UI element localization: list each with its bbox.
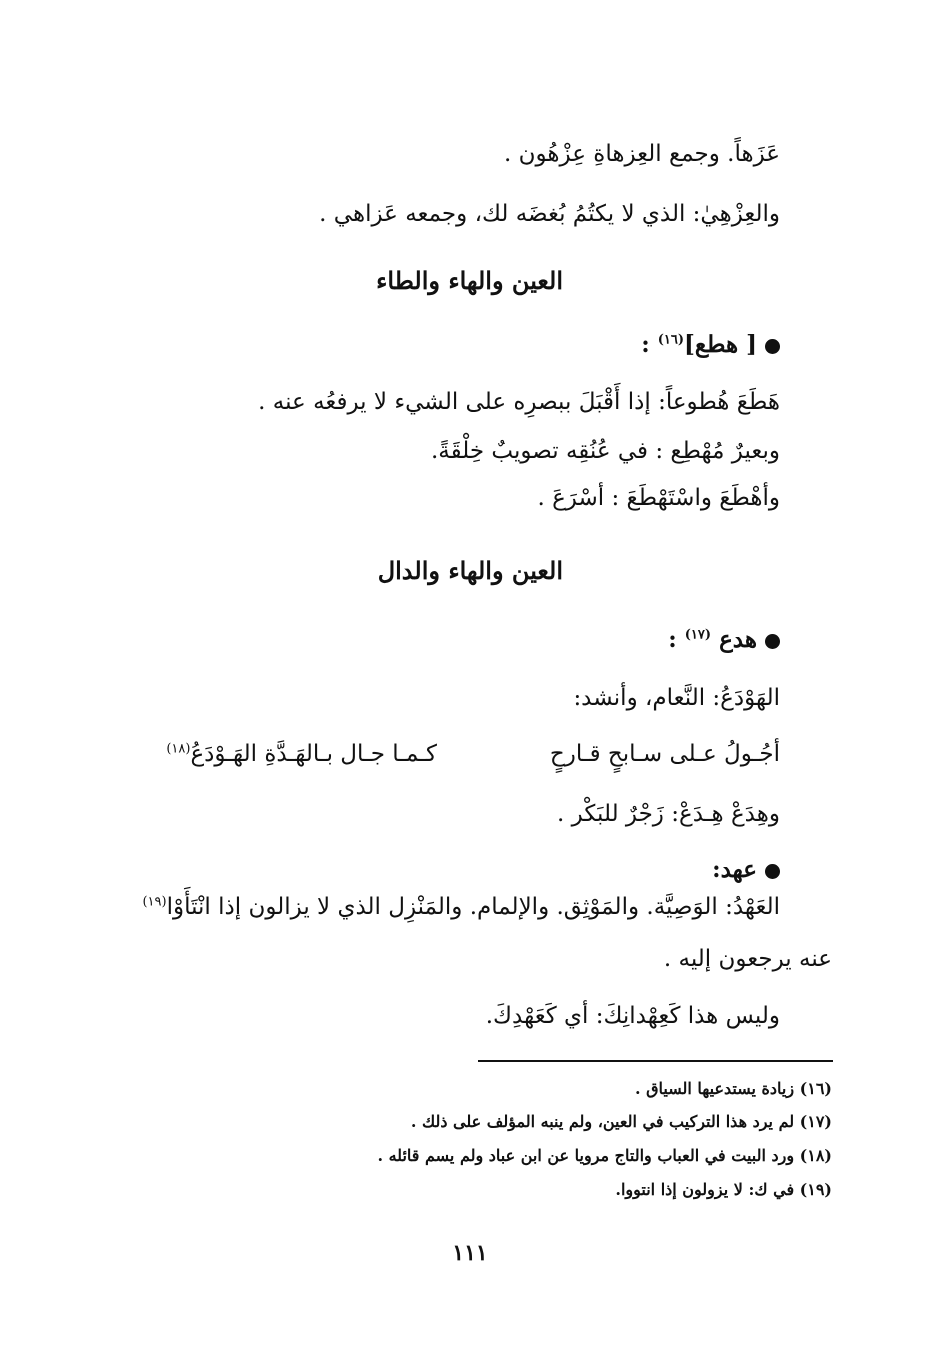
- colon: :: [668, 626, 677, 653]
- verse-first-hemistich: أجُـولُ عـلى سـابحٍ قـارحٍ: [549, 741, 780, 767]
- body-line: هَطَعَ هُطوعاً: إذا أَقْبَلَ ببصرِه على الشيء لا يرفعُه عنه .: [258, 389, 780, 415]
- body-line: وليس هذا كَعِهْدانِكَ: أي كَعَهْدِكَ.: [485, 1003, 780, 1029]
- body-line: وهِدَعْ هِـدَعْ: زَجْرٌ للبَكْر .: [557, 801, 780, 827]
- verse-second-hemistich: [166, 740, 437, 770]
- footnote-ref: (١٨): [166, 741, 191, 757]
- body-line: الهَوْدَعُ: النَّعام، وأنشد:: [573, 685, 780, 711]
- page-number: ١١١: [452, 1240, 488, 1266]
- footnote-ref: (١٩): [142, 894, 167, 910]
- body-line: والعِزْهِيٰ: الذي لا يكتُمُ بُغضَه لك، وجمعه عَزاهي .: [319, 201, 780, 227]
- body-line: عَزَهاً. وجمع العِزهاةِ عِزْهُون .: [504, 141, 780, 167]
- entry-heading: [712, 855, 780, 885]
- footnote: (١٨) ورد البيت في العباب والتاج مرويا عن ابن عباد ولم يسم قائله .: [377, 1146, 832, 1165]
- colon: :: [641, 331, 650, 358]
- verse-text: كـمـا جـال بـالهَـدَّةِ الهَـوْدَعُ: [190, 741, 437, 767]
- entry-label: [ هطع]: [683, 331, 757, 358]
- entry-label: هدع: [719, 626, 757, 653]
- bullet-icon: [765, 634, 780, 649]
- footnote-ref: (١٧): [684, 627, 712, 643]
- entry-label: عهد: [720, 856, 757, 883]
- bullet-icon: [765, 339, 780, 354]
- body-line: عنه يرجعون إليه .: [663, 946, 832, 972]
- footnote: (١٧) لم يرد هذا التركيب في العين، ولم ينبه المؤلف على ذلك .: [410, 1112, 832, 1131]
- body-line: [142, 893, 780, 923]
- footnote-ref: (١٦): [657, 332, 684, 348]
- entry-heading: [641, 330, 780, 360]
- bullet-icon: [765, 864, 780, 879]
- body-line: وبعيرٌ مُهْطِع : في عُنُقِه تصويبٌ خِلْقَةً.: [431, 438, 780, 464]
- body-text: العَهْدُ: الوَصِيَّة. والمَوْثِق. والإلمام. والمَنْزِل الذي لا يزالون إذا انْتَأَوْا: [166, 894, 780, 920]
- entry-heading: [668, 625, 780, 655]
- section-heading: العين والهاء والدال: [377, 556, 563, 585]
- footnote-separator: [478, 1060, 833, 1062]
- footnote: (١٦) زيادة يستدعيها السياق .: [634, 1079, 832, 1098]
- footnote: (١٩) في ك: لا يزولون إذا انتووا.: [615, 1180, 832, 1199]
- colon: :: [712, 856, 721, 883]
- section-heading: العين والهاء والطاء: [376, 266, 563, 295]
- body-line: وأهْطَعَ واسْتَهْطَعَ : أسْرَعَ .: [537, 485, 780, 511]
